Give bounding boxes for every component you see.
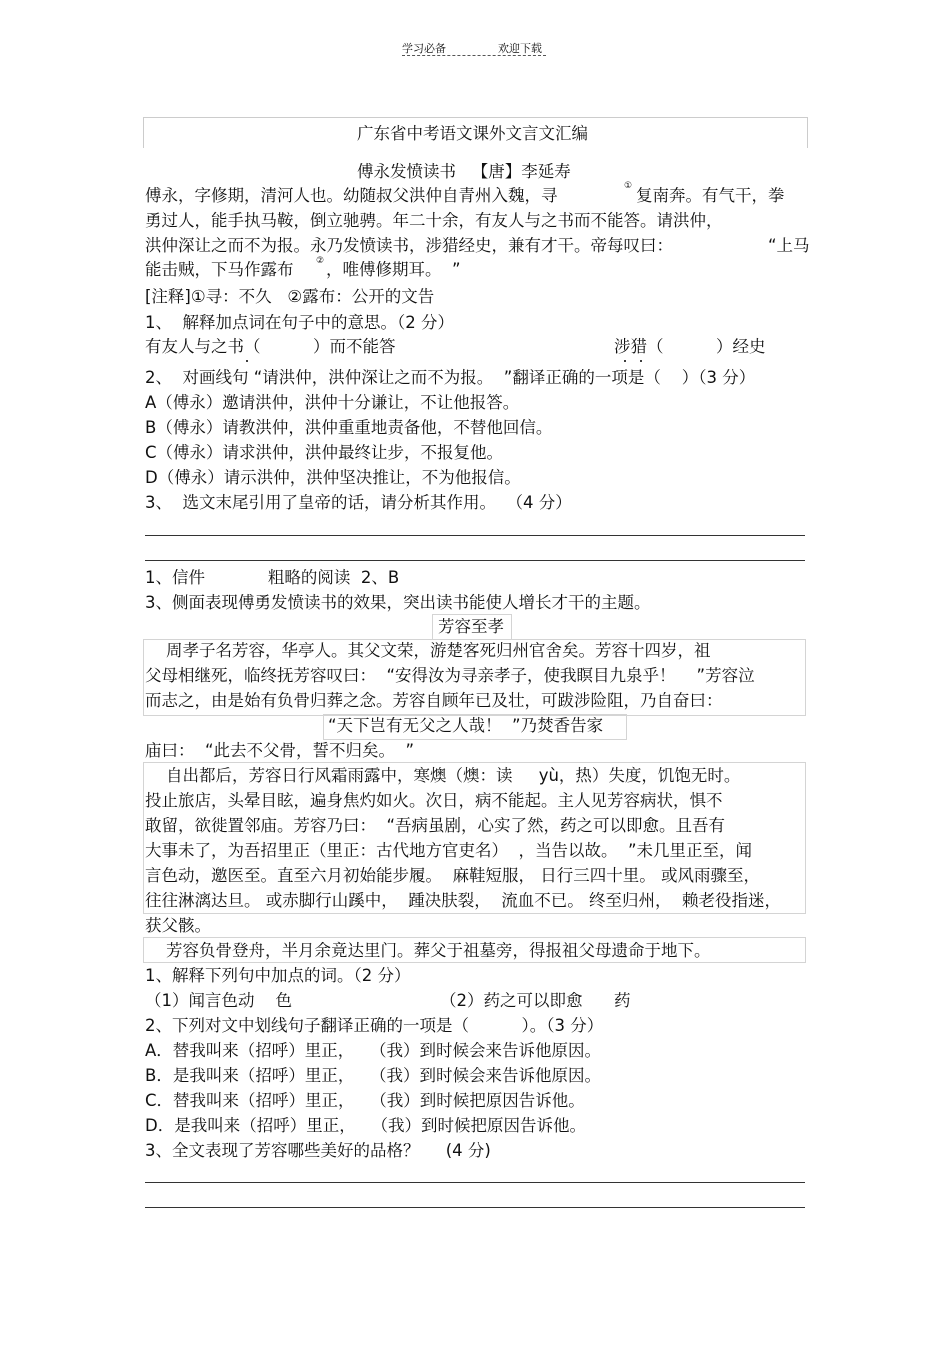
passage2-title: 芳容至孝 — [438, 617, 504, 636]
passage2-line-3: 而志之，由是始有负骨归葬之念。芳容自顾年已及壮，可跋涉险阻，乃自奋曰： — [145, 691, 723, 710]
passage2-line-11: 往往淋漓达旦。 或赤脚行山蹊中， 踵决肤裂， 流血不已。 终至归州， 赖老役指迷， — [145, 891, 781, 910]
passage2-line-13: 芳容负骨登舟，半月余竟达里门。葬父于祖墓旁，得报祖父母遗命于地下。 — [145, 941, 711, 960]
passage1-line-1b: 复南奔。有气干，拳 — [636, 186, 785, 205]
q2-1-b: （2）药之可以即愈 药 — [440, 991, 631, 1010]
answer-line — [145, 1182, 805, 1183]
header-divider — [402, 55, 546, 56]
q1-2: 2、 对画线句 “请洪仲，洪仲深让之而不为报。 ”翻译正确的一项是（ ）（3 分） — [145, 368, 756, 387]
passage2-line-12: 获父骸。 — [145, 916, 211, 935]
passage2-line-2: 父母相继死，临终抚芳容叹曰： “安得汝为寻亲孝子，使我瞑目九泉乎！ ”芳容泣 — [145, 666, 755, 685]
passage2-line-9: 大事未了，为吾招里正（里正：古代地方官吏名） ，当告以故。 ”未几里正至，闻 — [145, 841, 753, 860]
q1-1-right: 涉猎（ ）经史 — [614, 337, 766, 356]
passage1-note: [注释]①寻：不久 ②露布：公开的文告 — [145, 287, 435, 306]
emphasis-dot — [246, 360, 248, 362]
passage1-line-3: 洪仲深让之而不为报。永乃发愤读书，涉猎经史，兼有才干。帝每叹曰： — [145, 236, 673, 255]
passage1-line-4b: ，唯傅修期耳。 ” — [326, 260, 461, 279]
passage1-line-4: 能击贼，下马作露布 — [145, 260, 294, 279]
passage2-line-7: 投止旅店，头晕目眩，遍身焦灼如火。次日，病不能起。主人见芳容病状，惧不 — [145, 791, 723, 810]
answer1-1: 1、信件 粗略的阅读 2、B — [145, 568, 400, 587]
passage2-line-1: 周孝子名芳容，华亭人。其父文荣，游楚客死归州官舍矣。芳容十四岁，祖 — [145, 641, 711, 660]
q2-2: 2、下列对文中划线句子翻译正确的一项是（ ）。（3 分） — [145, 1016, 604, 1035]
answer-line — [145, 1207, 805, 1208]
emphasis-dot — [624, 360, 626, 362]
passage1-line-1: 傅永，字修期，清河人也。幼随叔父洪仲自青州入魏，寻 — [145, 186, 558, 205]
page-header-right: 欢迎下载 — [498, 42, 542, 55]
q2-2-option-b: B．是我叫来（招呼）里正， （我）到时候会来告诉他原因。 — [145, 1066, 602, 1085]
q1-3: 3、 选文末尾引用了皇帝的话，请分析其作用。 （4 分） — [145, 493, 572, 512]
passage2-line-5: 庙曰： “此去不父骨，誓不归矣。 ” — [145, 741, 415, 760]
answer1-3: 3、侧面表现傅勇发愤读书的效果，突出读书能使人增长才干的主题。 — [145, 593, 651, 612]
passage2-line-6: 自出都后，芳容日行风霜雨露中，寒燠（燠：读 yù，热）失度，饥饱无时。 — [145, 766, 741, 785]
answer-line — [145, 560, 805, 561]
q2-1-a: （1）闻言色动 色 — [145, 991, 292, 1010]
q2-3: 3、全文表现了芳容哪些美好的品格？ (4 分) — [145, 1141, 491, 1160]
q1-1: 1、 解释加点词在句子中的意思。（2 分） — [145, 313, 454, 332]
passage2-line-4: “天下岂有无父之人哉！ ”乃焚香告家 — [328, 716, 604, 735]
page-header-left: 学习必备 — [402, 42, 446, 55]
q1-2-option-c: C（傅永）请求洪仲，洪仲最终让步，不报复他。 — [145, 443, 504, 462]
q2-2-option-c: C．替我叫来（招呼）里正， （我）到时候把原因告诉他。 — [145, 1091, 585, 1110]
passage1-line-2: 勇过人，能手执马鞍，倒立驰骋。年二十余，有友人与之书而不能答。请洪仲， — [145, 211, 723, 230]
passage2-line-10: 言色动，邀医至。直至六月初始能步履。 麻鞋短服， 日行三四十里。 或风雨骤至， — [145, 866, 760, 885]
answer-line — [145, 535, 805, 536]
passage1-line-3b: “上马 — [768, 236, 810, 255]
q1-2-option-b: B（傅永）请教洪仲，洪仲重重地责备他，不替他回信。 — [145, 418, 553, 437]
note-mark-1: ① — [624, 181, 633, 191]
note-mark-2: ② — [316, 256, 325, 266]
q2-1: 1、解释下列句中加点的词。（2 分） — [145, 966, 411, 985]
q2-2-option-d: D．是我叫来（招呼）里正， （我）到时候把原因告诉他。 — [145, 1116, 586, 1135]
compilation-title: 广东省中考语文课外文言文汇编 — [357, 124, 588, 143]
passage1-title: 傅永发愤读书 【唐】李延寿 — [357, 162, 571, 181]
q1-2-option-a: A（傅永）邀请洪仲，洪仲十分谦让，不让他报答。 — [145, 393, 520, 412]
passage2-line-8: 敢留，欲徙置邻庙。芳容乃曰： “吾病虽剧，心实了然，药之可以即愈。且吾有 — [145, 816, 726, 835]
q1-1-left: 有友人与之书（ ）而不能答 — [145, 337, 396, 356]
q2-2-option-a: A．替我叫来（招呼）里正， （我）到时候会来告诉他原因。 — [145, 1041, 602, 1060]
emphasis-dot — [640, 360, 642, 362]
q1-2-option-d: D（傅永）请示洪仲，洪仲坚决推让，不为他报信。 — [145, 468, 521, 487]
